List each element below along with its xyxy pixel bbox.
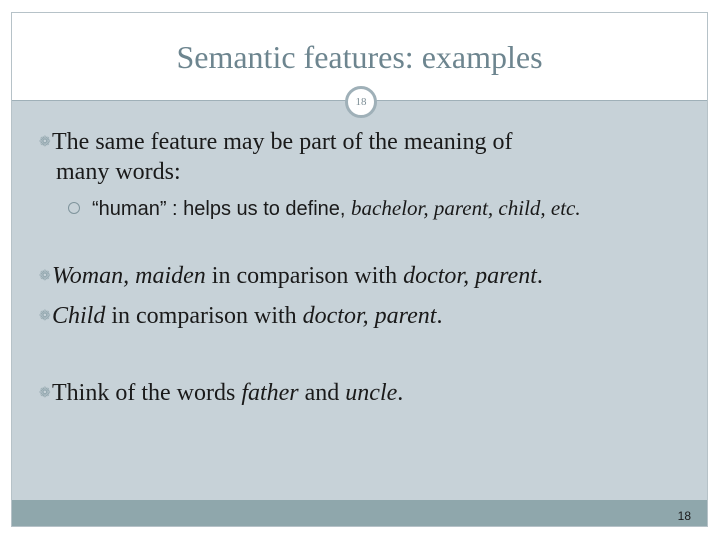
bullet-4-text-2: and (298, 380, 346, 406)
sub-bullet-1-plain: “human” : helps us to define, (92, 198, 352, 220)
bullet-1 (39, 127, 512, 187)
slide-title: Semantic features: examples (176, 39, 543, 75)
bullet-3-italic-2: doctor, parent (302, 303, 437, 329)
bullet-2-text-2: . (536, 263, 543, 289)
bullet-marker-icon: ❁ (39, 269, 51, 284)
bullet-marker-icon: ❁ (39, 135, 51, 150)
bullet-1-line-2: many words: (56, 159, 181, 185)
sub-bullet-marker-icon (68, 202, 80, 214)
bullet-4-text-1: Think of the words (52, 380, 242, 406)
slide (11, 12, 708, 527)
sub-bullet-1 (68, 196, 581, 221)
bullet-1-line-1: The same feature may be part of the meaning of (52, 129, 513, 155)
bullet-3-text-2: . (436, 303, 443, 329)
bullet-3-text-1: in comparison with (105, 303, 303, 329)
bullet-2-italic-1: Woman, maiden (52, 263, 206, 289)
bullet-2 (39, 261, 543, 291)
footer-bar (12, 500, 707, 526)
footer-page-number: 18 (677, 509, 691, 523)
bullet-2-italic-2: doctor, parent (403, 263, 537, 289)
bullet-4-italic-1: father (241, 380, 299, 406)
bullet-marker-icon: ❁ (39, 309, 51, 324)
bullet-3-italic-1: Child (52, 303, 106, 329)
bullet-4-text-3: . (397, 380, 404, 406)
sub-bullet-1-italic: bachelor, parent, child, etc. (351, 196, 581, 220)
bullet-4 (39, 378, 403, 408)
bullet-3 (39, 301, 442, 331)
bullet-4-italic-2: uncle (345, 380, 398, 406)
page-number-badge: 18 (345, 86, 377, 118)
bullet-marker-icon: ❁ (39, 386, 51, 401)
bullet-2-text-1: in comparison with (205, 263, 404, 289)
